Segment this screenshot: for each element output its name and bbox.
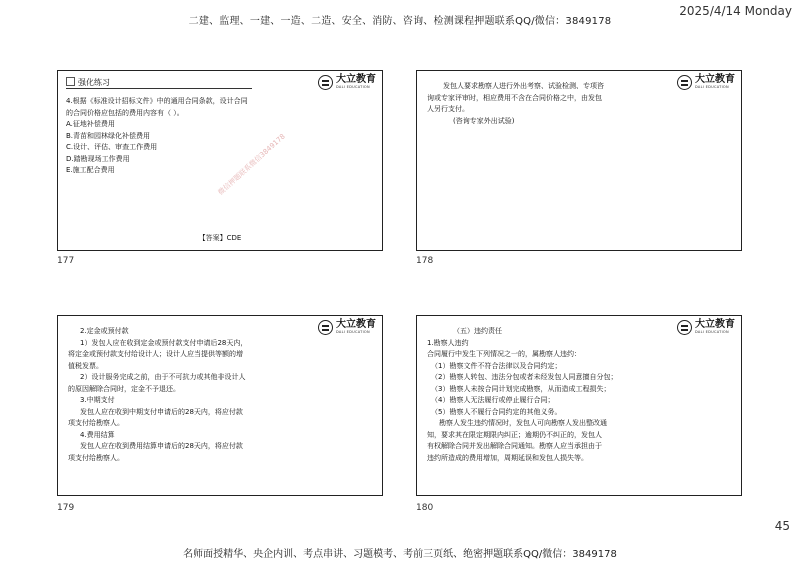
exercise-icon (66, 77, 75, 86)
slide-180 (416, 315, 742, 496)
slide-177 (57, 70, 383, 251)
slide-number: 180 (416, 503, 434, 513)
logo-icon (318, 75, 333, 90)
footer-banner: 名师面授精华、央企内训、考点串讲、习题模考、考前三页纸、绝密押题联系QQ/微信：3849178 (183, 549, 617, 560)
option: E.施工配合费用 (66, 166, 115, 174)
slide-179 (57, 315, 383, 496)
body-text: 2.定金或预付款 1）发包人应在收到定金或预付款支付申请后28天内， 将定金或预付款支付给设计人；设计人应当提供等额的增 值税发票。 2）设计服务完成之前，由于不可抗力或其他非设计人 的原因解除合同时，定金不予退还。 3.中期支付 发包人应在收到中期支付申请后的28天内，将应付款 项支付给勘察人。 4.费用结算 发包人应在收到费用结算申请后的28天内，将应付款 项支付给勘察人。 (68, 327, 248, 462)
option: B.青苗和园林绿化补偿费用 (66, 131, 151, 140)
answer-text: 【答案】CDE (198, 234, 242, 242)
option: A.征地补偿费用 (66, 120, 115, 128)
logo: 大立教育 DALI EDUCATION (677, 320, 735, 335)
option: C.设计、评估、审查工作费用 (66, 143, 158, 151)
slide-title: 强化练习 (66, 77, 252, 89)
logo: 大立教育 DALI EDUCATION (677, 75, 735, 90)
question-text: 4.根据《标准设计招标文件》中的通用合同条款，设计合同 的合同价格应包括的费用内容有（ ）。 A.征地补偿费用 B.青苗和园林绿化补偿费用 C.设计、评估、审查工作费用 D.踏勘现场工作费用 E.施工配合费用 (66, 96, 248, 177)
page-number: 45 (774, 519, 790, 533)
header-date: 2025/4/14 Monday (679, 4, 792, 18)
slide-number: 179 (57, 503, 75, 513)
logo: 大立教育 DALI EDUCATION (318, 75, 376, 90)
body-text: 发包人要求勘察人进行外出考察、试验检测、专项咨 询或专家评审时，相应费用不含在合同价格之中，由发包 人另行支付。 (咨询专家外出试验) (427, 81, 655, 127)
logo-icon (318, 320, 333, 335)
logo-icon (677, 320, 692, 335)
section-heading: （五）违约责任 (453, 327, 502, 335)
watermark: 微信押题联系微信3849178 (216, 132, 287, 197)
note-text: (咨询专家外出试验) (453, 116, 515, 125)
logo: 大立教育 DALI EDUCATION (318, 320, 376, 335)
slide-178 (416, 70, 742, 251)
slide-number: 177 (57, 256, 75, 266)
logo-icon (677, 75, 692, 90)
slide-number: 178 (416, 256, 434, 266)
body-text: （五）违约责任 1.勘察人违约 合同履行中发生下列情况之一的，属勘察人违约： （1）勘察文件不符合法律以及合同约定； （2）勘察人转包、违法分包或者未经发包人同意擅自分包； （3）勘察人未按合同计划完成勘察，从而造成工程损失； （4）勘察人无法履行或停止履行合同； （5）勘察人不履行合同约定的其他义务。 勘察人发生违约情况时，发包人可向勘察人发出整改通 知，要求其在限定期限内纠正；逾期仍不纠正的，发包人 有权解除合同并发出解除合同通知。勘察人应当承担由于 违约所造成的费用增加，周期延误和发包人损失等。 (427, 326, 672, 464)
option: D.踏勘现场工作费用 (66, 154, 130, 163)
header-banner: 二建、监理、一建、一造、二造、安全、消防、咨询、检测课程押题联系QQ/微信：3849178 (188, 16, 612, 27)
